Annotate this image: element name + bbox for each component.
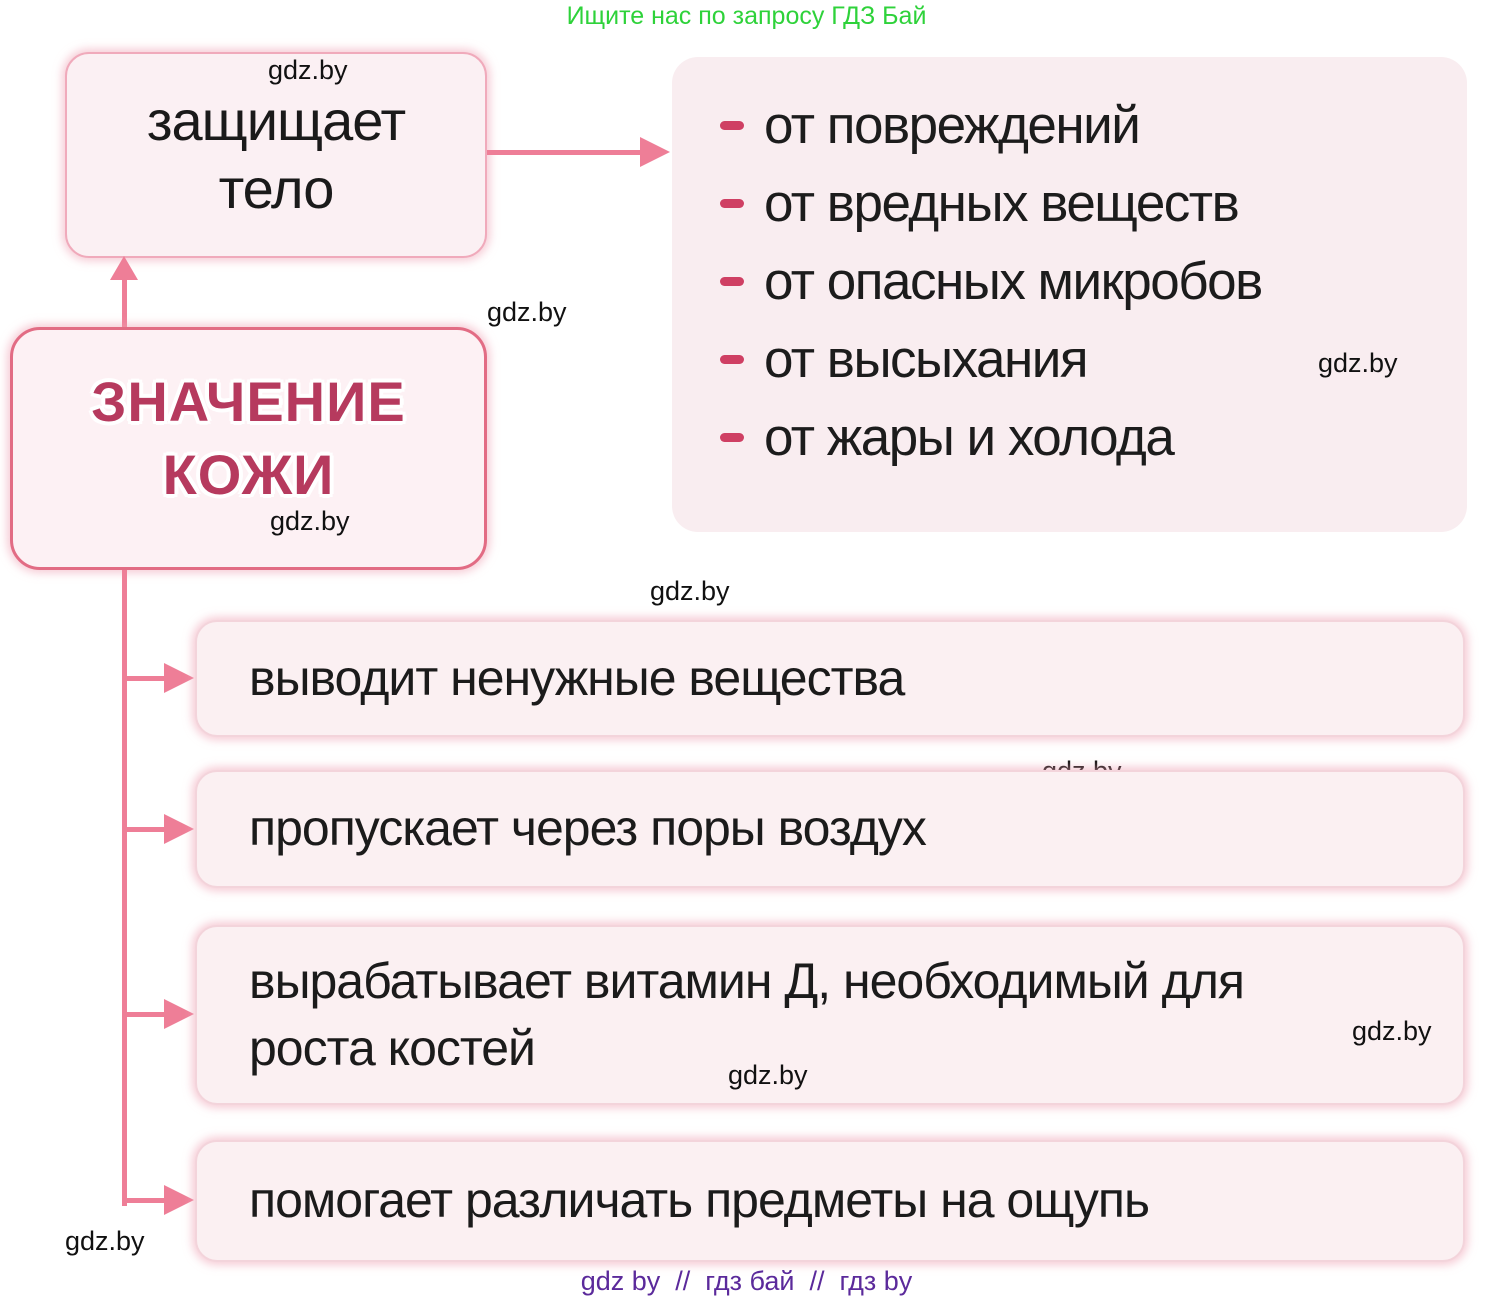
- bullet-dash-icon: [720, 433, 744, 442]
- bullet-dash-icon: [720, 355, 744, 364]
- gdz-watermark: gdz.by: [487, 297, 567, 327]
- connector-branch-3: [122, 1012, 168, 1017]
- arrowhead-right-icon: [164, 999, 194, 1029]
- bullet-dash-icon: [720, 277, 744, 286]
- gdz-watermark: gdz.by: [728, 1060, 808, 1090]
- gdz-watermark: gdz.by: [1318, 348, 1398, 378]
- connector-protect-to-list: [487, 150, 645, 155]
- node-function-label: вырабатывает витамин Д, необходимый для роста костей: [249, 952, 1245, 1076]
- connector-trunk: [122, 570, 127, 1206]
- gdz-watermark: gdz.by: [268, 55, 348, 85]
- list-item: [720, 409, 1467, 465]
- bullet-dash-icon: [720, 121, 744, 130]
- node-function-touch-recognition: [195, 1140, 1465, 1262]
- gdz-watermark: gdz.by: [650, 576, 730, 606]
- node-function-label: выводит ненужные вещества: [249, 649, 905, 706]
- connector-root-to-protect: [122, 276, 127, 329]
- node-root-skin-importance: [10, 327, 487, 570]
- connector-branch-1: [122, 676, 168, 681]
- node-protection-list: [672, 57, 1467, 532]
- arrowhead-up-icon: [110, 256, 138, 280]
- arrowhead-right-icon: [640, 137, 670, 167]
- site-promo-header: Ищите нас по запросу ГДЗ Бай: [566, 2, 927, 30]
- gdz-watermark: gdz.by: [270, 506, 350, 536]
- node-function-label: пропускает через поры воздух: [249, 800, 926, 857]
- list-item: [720, 253, 1467, 309]
- node-protects-body-label: защищает тело: [146, 88, 406, 220]
- node-function-excretes: [195, 620, 1465, 737]
- arrowhead-right-icon: [164, 1185, 194, 1215]
- list-item: [720, 97, 1467, 153]
- list-item-label: от повреждений: [764, 95, 1140, 155]
- gdz-watermark: gdz.by: [65, 1226, 145, 1256]
- list-item-label: от опасных микробов: [764, 251, 1262, 311]
- list-item: [720, 175, 1467, 231]
- node-function-vitamin-d: [195, 925, 1465, 1105]
- arrowhead-right-icon: [164, 663, 194, 693]
- list-item-label: от высыхания: [764, 329, 1088, 389]
- list-item-label: от жары и холода: [764, 407, 1174, 467]
- bullet-dash-icon: [720, 199, 744, 208]
- connector-branch-4: [122, 1198, 168, 1203]
- site-footer-text: gdz by // гдз бай // гдз by: [580, 1266, 913, 1296]
- gdz-watermark: gdz.by: [1352, 1016, 1432, 1046]
- arrowhead-right-icon: [164, 814, 194, 844]
- connector-branch-2: [122, 827, 168, 832]
- node-function-air-through-pores: [195, 770, 1465, 888]
- diagram-title: ЗНАЧЕНИЕ КОЖИ: [91, 369, 406, 506]
- node-function-label: помогает различать предметы на ощупь: [249, 1172, 1150, 1229]
- list-item-label: от вредных веществ: [764, 173, 1239, 233]
